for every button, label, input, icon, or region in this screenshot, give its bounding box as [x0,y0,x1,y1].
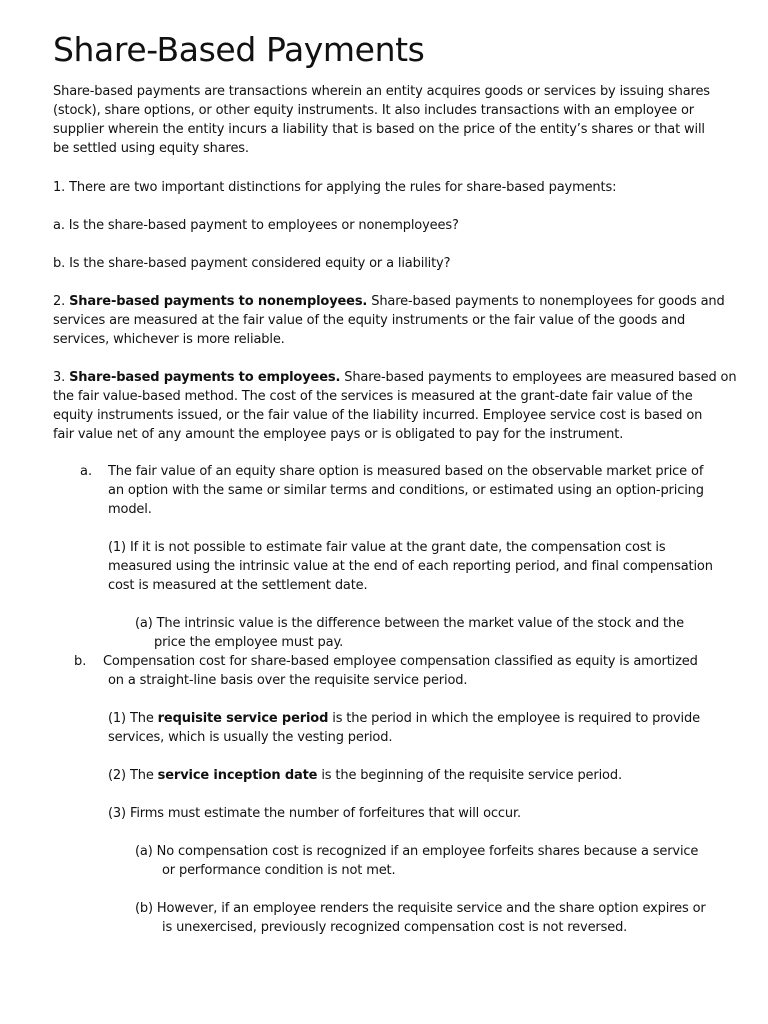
point-2-number: 2. [53,294,66,309]
point-3-number: 3. [53,370,66,385]
item-b1 [108,709,700,747]
item-a-line: The fair value of an equity share option is measured based on the observable market price of [108,464,704,479]
point-2-line: services, whichever is more reliable. [53,332,285,347]
item-a1 [108,538,713,595]
point-1a: a. Is the share-based payment to employees or nonemployees? [53,218,459,233]
item-b-label: b. [74,654,87,669]
item-b [103,652,698,690]
point-2-text: Share-based payments to nonemployees for goods and [367,294,725,309]
item-a-label: a. [80,464,93,479]
item-a1a-line: (a) The intrinsic value is the difference between the market value of the stock and the [135,616,684,631]
item-b1-term: requisite service period [157,711,329,726]
item-a1-line: (1) If it is not possible to estimate fair value at the grant date, the compensation cost is [108,540,666,555]
item-b3b [135,899,706,937]
point-3-line: fair value net of any amount the employee pays or is obligated to pay for the instrument. [53,427,624,442]
intro-line: Share-based payments are transactions wherein an entity acquires goods or services by issuing shares [53,84,710,99]
intro-line: be settled using equity shares. [53,141,249,156]
point-3-heading: Share-based payments to employees. [69,370,341,385]
item-b3a-line: or performance condition is not met. [162,863,396,878]
point-2-line: services are measured at the fair value of the equity instruments or the fair value of the goods and [53,313,686,328]
item-b-line: Compensation cost for share-based employee compensation classified as equity is amortized [103,654,698,669]
item-b1-line: services, which is usually the vesting period. [108,730,393,745]
intro-paragraph [53,82,710,158]
item-b3: (3) Firms must estimate the number of forfeitures that will occur. [108,806,521,821]
point-3 [53,368,736,444]
page-title: Share-Based Payments [53,30,425,69]
item-b-line: on a straight-line basis over the requisite service period. [108,673,468,688]
item-b2-text: is the beginning of the requisite service period. [317,768,622,783]
point-1: 1. There are two important distinctions for applying the rules for share-based payments: [53,180,617,195]
item-a-line: an option with the same or similar terms and conditions, or estimated using an option-pricing [108,483,704,498]
item-a1a [135,614,684,652]
point-2 [53,292,725,349]
item-b1-prefix: (1) The [108,711,158,726]
intro-line: (stock), share options, or other equity instruments. It also includes transactions with an employee or [53,103,694,118]
intro-line: supplier wherein the entity incurs a liability that is based on the price of the entity’s shares or that will [53,122,705,137]
item-b2-prefix: (2) The [108,768,158,783]
point-3-text: Share-based payments to employees are measured based on [340,370,737,385]
item-b3b-line: (b) However, if an employee renders the requisite service and the share option expires or [135,901,706,916]
item-b2-line [108,766,622,785]
point-2-heading: Share-based payments to nonemployees. [69,294,368,309]
point-3-line: equity instruments issued, or the fair value of the liability incurred. Employee service cost is based on [53,408,703,423]
point-1b: b. Is the share-based payment considered equity or a liability? [53,256,451,271]
item-a1-line: measured using the intrinsic value at the end of each reporting period, and final compensation [108,559,713,574]
point-3-line: the fair value-based method. The cost of the services is measured at the grant-date fair value of the [53,389,693,404]
item-b2 [108,766,622,785]
item-b1-line [108,709,700,728]
item-a-line: model. [108,502,152,517]
item-a1a-line: price the employee must pay. [154,635,344,650]
point-2-line [53,292,725,311]
item-a [108,462,704,519]
item-b1-text: is the period in which the employee is required to provide [328,711,700,726]
item-a1-line: cost is measured at the settlement date. [108,578,368,593]
point-3-line [53,368,736,387]
item-b3a [135,842,698,880]
item-b3b-line: is unexercised, previously recognized compensation cost is not reversed. [162,920,628,935]
item-b2-term: service inception date [157,768,318,783]
item-b3a-line: (a) No compensation cost is recognized if an employee forfeits shares because a service [135,844,699,859]
